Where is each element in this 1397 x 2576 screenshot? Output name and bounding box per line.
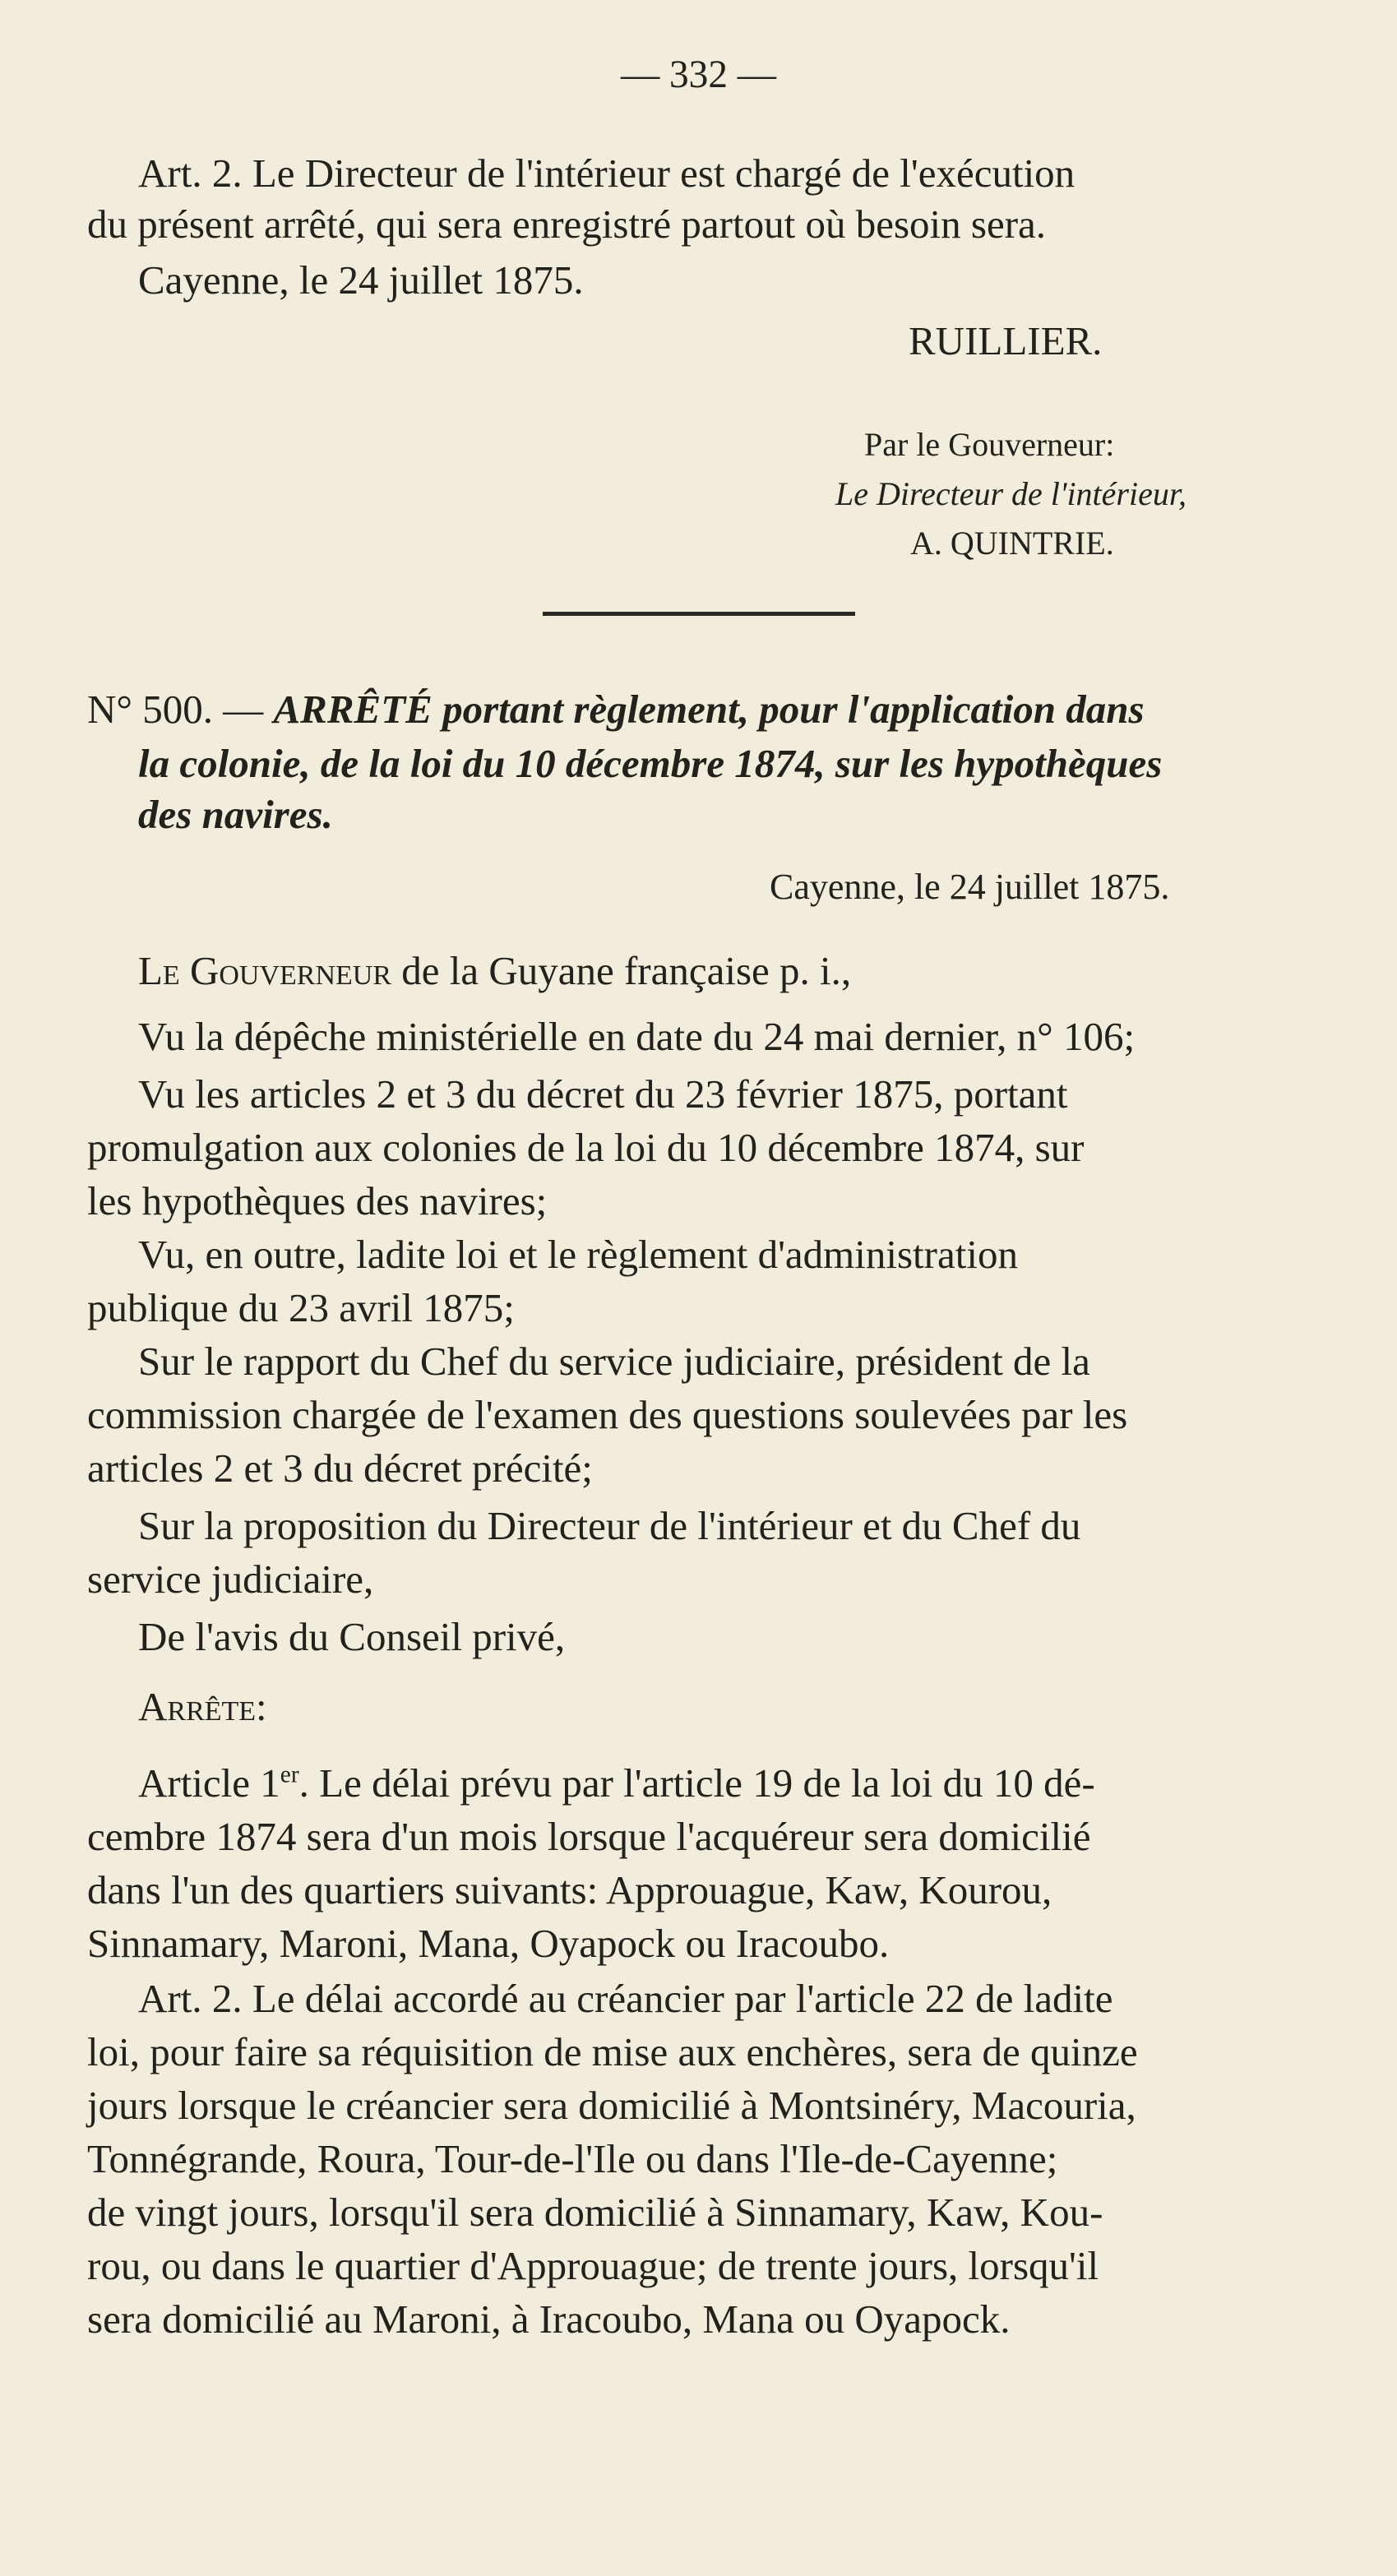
text-line: loi, pour faire sa réquisition de mise aux enchères, sera de quinze xyxy=(87,2029,1138,2074)
decree-dateline: Cayenne, le 24 juillet 1875. xyxy=(770,867,1170,907)
article1-first-line: Article 1er. Le délai prévu par l'article 19 de la loi du 10 dé- xyxy=(138,1760,1095,1806)
signature-name: RUILLIER. xyxy=(909,318,1103,363)
text-line: du présent arrêté, qui sera enregistré partout où besoin sera. xyxy=(87,201,1047,247)
text-line: les hypothèques des navires; xyxy=(87,1178,548,1223)
signature-par: Par le Gouverneur: xyxy=(864,426,1115,463)
signature-signer: A. QUINTRIE. xyxy=(910,525,1114,562)
text-line: jours lorsque le créancier sera domicilié à Montsinéry, Macouria, xyxy=(87,2083,1136,2128)
decree-title: des navires. xyxy=(138,792,333,837)
text-line: Tonnégrande, Roura, Tour-de-l'Ile ou dans l'Ile-de-Cayenne; xyxy=(87,2136,1058,2181)
decree-title: la colonie, de la loi du 10 décembre 1874, sur les hypothèques xyxy=(138,741,1163,786)
arrete-heading: Arrête: xyxy=(138,1684,267,1729)
preamble-gouverneur xyxy=(138,946,851,997)
text-line: Art. 2. Le délai accordé au créancier par l'article 22 de ladite xyxy=(138,1976,1113,2021)
text-line: rou, ou dans le quartier d'Approuague; de trente jours, lorsqu'il xyxy=(87,2243,1099,2288)
text-line: cembre 1874 sera d'un mois lorsque l'acquéreur sera domicilié xyxy=(87,1814,1091,1859)
section-divider xyxy=(543,612,855,616)
text-line: Vu les articles 2 et 3 du décret du 23 février 1875, portant xyxy=(138,1071,1068,1117)
text-line: Vu la dépêche ministérielle en date du 24 mai dernier, n° 106; xyxy=(138,1014,1136,1059)
gouverneur-word: Le Gouverneur xyxy=(138,948,391,993)
text-line: Art. 2. Le Directeur de l'intérieur est chargé de l'exécution xyxy=(138,150,1076,196)
text-line: commission chargée de l'examen des questions soulevées par les xyxy=(87,1392,1128,1437)
text-line: sera domicilié au Maroni, à Iracoubo, Mana ou Oyapock. xyxy=(87,2296,1011,2342)
text-line: De l'avis du Conseil privé, xyxy=(138,1614,566,1659)
text-line: de vingt jours, lorsqu'il sera domicilié à Sinnamary, Kaw, Kou- xyxy=(87,2190,1103,2235)
text-line: promulgation aux colonies de la loi du 10 décembre 1874, sur xyxy=(87,1125,1085,1170)
text-line: service judiciaire, xyxy=(87,1556,374,1602)
decree-title: ARRÊTÉ portant règlement, pour l'application dans xyxy=(273,687,1145,732)
text-line: articles 2 et 3 du décret précité; xyxy=(87,1445,593,1491)
decree-heading xyxy=(87,684,1145,735)
text-line: dans l'un des quartiers suivants: Approuague, Kaw, Kourou, xyxy=(87,1867,1052,1912)
signature-role: Le Directeur de l'intérieur, xyxy=(835,475,1187,512)
decree-number: N° 500. — xyxy=(87,687,264,732)
text-line: Sinnamary, Maroni, Mana, Oyapock ou Iracoubo. xyxy=(87,1921,890,1966)
text-line: Sur le rapport du Chef du service judiciaire, président de la xyxy=(138,1339,1090,1384)
gouverneur-rest: de la Guyane française p. i., xyxy=(401,948,852,993)
text-line: Sur la proposition du Directeur de l'intérieur et du Chef du xyxy=(138,1503,1081,1548)
text-line: publique du 23 avril 1875; xyxy=(87,1285,515,1330)
dateline: Cayenne, le 24 juillet 1875. xyxy=(138,257,584,303)
text-line: Vu, en outre, ladite loi et le règlement d'administration xyxy=(138,1232,1018,1277)
page-number: — 332 — xyxy=(620,53,777,96)
